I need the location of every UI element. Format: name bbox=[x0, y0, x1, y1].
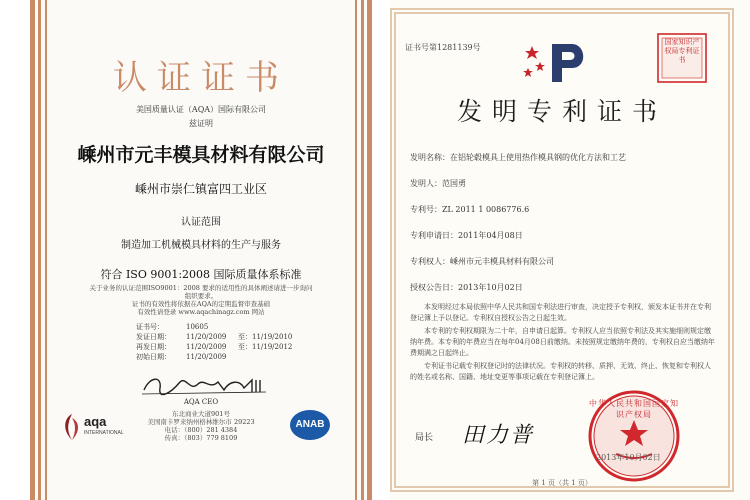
contact-line: 东北商业大道901号 bbox=[172, 410, 230, 418]
field-value: 嵊州市元丰模具材料有限公司 bbox=[450, 257, 554, 266]
patent-body-paragraph: 专利证书记载专利权登记时的法律状况。专利权的转移、质押、无效、终止、恢复和专利权人的姓名或名称、国籍、地址变更等事项记载在专利登记簿上。 bbox=[410, 362, 711, 381]
cert-number-row bbox=[136, 322, 336, 332]
director-signature: 田力普 bbox=[462, 423, 535, 448]
field-label: 专利号： bbox=[410, 205, 442, 214]
date-label: 初始日期： bbox=[136, 353, 171, 361]
initial-date-row bbox=[136, 352, 336, 362]
reissue-date-row bbox=[136, 342, 336, 352]
aqa-logo bbox=[60, 408, 124, 444]
date-value: 11/20/2009 bbox=[186, 343, 227, 351]
scope-heading: 认证范围 bbox=[181, 217, 221, 228]
field-value: 在铝轮毂模具上使用热作模具钢的优化方法和工艺 bbox=[450, 153, 626, 162]
corner-stamp-text: 国家知识产权局专利证书 bbox=[664, 38, 700, 64]
aqa-logo-text: aqa bbox=[84, 414, 107, 429]
certificate-title: 认证证书 bbox=[113, 58, 289, 98]
date-value: 11/20/2009 bbox=[186, 333, 227, 341]
verify-line: 有效性请登录 www.aqachinagz.com 网站 bbox=[137, 308, 265, 316]
patent-body-paragraph: 本发明经过本局依照中华人民共和国专利法进行审查，决定授予专利权，颁发本证书并在专利登记簿上予以登记。专利权自授权公告之日起生效。 bbox=[410, 303, 711, 322]
company-name: 嵊州市元丰模具材料有限公司 bbox=[77, 144, 325, 166]
field-grant-date bbox=[410, 282, 523, 293]
seal-text: 中华人民共和国国家知识产权局 bbox=[589, 399, 679, 419]
field-label: 发明人： bbox=[410, 179, 442, 188]
date-value: 11/20/2009 bbox=[186, 353, 227, 361]
field-application-date bbox=[410, 230, 523, 241]
patent-body-paragraph: 本专利的专利权期限为二十年，自申请日起算。专利权人应当依照专利法及其实施细则规定缴纳年费。本专利的年费应当在每年04月08日前缴纳。未按照规定缴纳年费的，专利权自应当缴纳年费期满之日起终止。 bbox=[410, 327, 715, 357]
verify-line: 证书的有效性将依据在AQA的定期监督审查基础 bbox=[131, 300, 271, 308]
contact-line: 电话：（800）281 4384 bbox=[164, 426, 238, 434]
issuer-line: 美国质量认证（AQA）国际有限公司 bbox=[135, 105, 267, 114]
certifies-line: 兹证明 bbox=[189, 119, 213, 128]
scope-note bbox=[30, 284, 372, 300]
scope-text: 制造加工机械模具材料的生产与服务 bbox=[121, 240, 281, 251]
field-label: 发明名称： bbox=[410, 153, 450, 162]
field-value: 2011年04月08日 bbox=[458, 231, 523, 240]
field-value: 2013年10月02日 bbox=[458, 283, 523, 292]
stamp-date: 2013年10月02日 bbox=[596, 453, 661, 462]
company-address: 嵊州市崇仁镇富四工业区 bbox=[134, 182, 267, 196]
standard-line: 符合 ISO 9001:2008 国际质量体系标准 bbox=[100, 268, 302, 281]
cert-number: 10605 bbox=[186, 323, 209, 331]
date-label: 至： bbox=[238, 343, 252, 351]
signer-title: AQA CEO bbox=[183, 398, 219, 406]
date-value: 11/19/2012 bbox=[252, 343, 293, 351]
field-patentee bbox=[410, 256, 554, 267]
field-label: 授权公告日： bbox=[410, 283, 458, 292]
field-patent-number bbox=[410, 204, 529, 215]
aqa-emblem-icon bbox=[60, 412, 84, 442]
date-label: 发证日期： bbox=[136, 333, 171, 341]
field-value: 范国勇 bbox=[442, 179, 466, 188]
aqa-logo-subtext: INTERNATIONAL bbox=[84, 430, 124, 436]
director-label: 局长 bbox=[415, 433, 434, 443]
anab-logo-text: ANAB bbox=[295, 419, 325, 430]
ceo-signature bbox=[140, 372, 270, 398]
note-line: 关于业务的认证范围ISO9001：2008 要求的适用性的具体阐述请进一步询问 bbox=[89, 284, 313, 292]
field-invention-name bbox=[410, 152, 626, 163]
contact-line: 美国南卡罗来纳州格林维尔市 29223 bbox=[147, 418, 255, 426]
verification-note bbox=[30, 300, 372, 316]
page-footer: 第 1 页（共 1 页） bbox=[532, 479, 592, 487]
field-value: ZL 2011 1 0086776.6 bbox=[442, 205, 530, 214]
anab-logo bbox=[290, 410, 330, 440]
patent-title: 发明专利证书 bbox=[456, 97, 667, 126]
field-label: 专利申请日： bbox=[410, 231, 458, 240]
field-inventor bbox=[410, 178, 466, 189]
date-label: 再发日期： bbox=[136, 343, 171, 351]
patent-office-emblem-icon bbox=[522, 38, 592, 86]
date-label: 证书号： bbox=[136, 323, 164, 331]
contact-line: 传真：（803）779 8109 bbox=[164, 434, 238, 442]
field-label: 专利权人： bbox=[410, 257, 450, 266]
date-label: 至： bbox=[238, 333, 252, 341]
date-value: 11/19/2010 bbox=[252, 333, 293, 341]
issue-date-row bbox=[136, 332, 336, 342]
patent-cert-number: 证书号第1281139号 bbox=[405, 43, 481, 52]
note-line: 组织要求。 bbox=[184, 292, 218, 300]
